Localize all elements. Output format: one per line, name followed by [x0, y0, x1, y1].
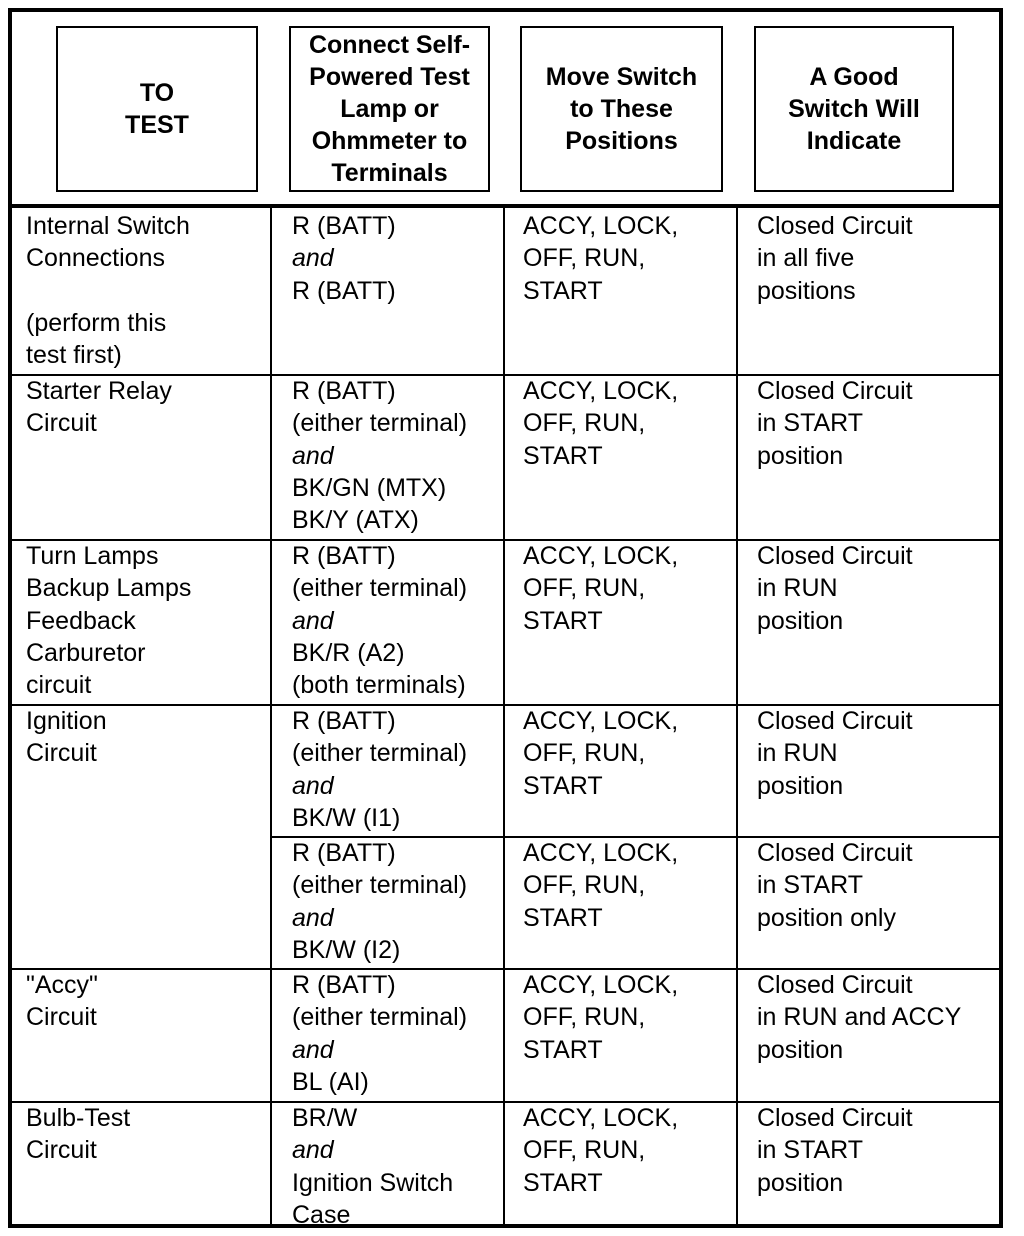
cell-line: R (BATT) — [292, 971, 396, 999]
header-to-test — [56, 26, 258, 192]
cell-line: position — [757, 771, 844, 800]
positions-cell — [523, 705, 678, 802]
cell-line: position only — [757, 903, 896, 932]
cell-line: OFF, RUN, — [523, 739, 646, 768]
cell-line: R (BATT) — [292, 707, 396, 735]
cell-line: R (BATT) — [292, 839, 396, 867]
cell-line: Circuit — [26, 409, 97, 438]
terminals-cell — [292, 540, 467, 701]
header-connect-label: Connect Self- Powered Test Lamp or Ohmmeter to Terminals — [308, 31, 471, 187]
cell-line: test first) — [26, 341, 122, 370]
cell-line: and — [292, 606, 334, 635]
cell-line: Circuit — [26, 1003, 97, 1032]
cell-line: ACCY, LOCK, — [523, 542, 679, 570]
cell-line: and — [292, 441, 334, 470]
result-cell — [757, 1102, 913, 1199]
cell-line: in all five — [757, 244, 855, 273]
result-cell — [757, 210, 913, 307]
cell-line: position — [757, 1168, 844, 1197]
cell-line: ACCY, LOCK, — [523, 1104, 679, 1132]
result-cell — [757, 705, 913, 802]
cell-line: and — [292, 1136, 334, 1165]
header-good-switch — [754, 26, 954, 192]
cell-line: Closed Circuit — [757, 839, 913, 867]
cell-line: (either terminal) — [292, 574, 468, 603]
header-good-switch-label: A Good Switch Will Indicate — [788, 63, 920, 155]
cell-line — [26, 275, 190, 307]
cell-line: Bulb-Test — [26, 1104, 131, 1132]
cell-line: Connections — [26, 244, 165, 273]
cell-line: Circuit — [26, 739, 97, 768]
cell-line: in START — [757, 1136, 864, 1165]
column-divider — [736, 208, 738, 1224]
cell-line: circuit — [26, 671, 92, 700]
cell-line: OFF, RUN, — [523, 1136, 646, 1165]
positions-cell — [523, 969, 678, 1066]
cell-line: ACCY, LOCK, — [523, 839, 679, 867]
to-test-cell — [26, 969, 98, 1034]
to-test-cell — [26, 1102, 130, 1167]
terminals-cell — [292, 837, 467, 966]
result-cell — [757, 969, 961, 1066]
column-divider — [270, 208, 272, 1224]
cell-line: Turn Lamps — [26, 542, 159, 570]
cell-line: START — [523, 606, 603, 635]
cell-line: OFF, RUN, — [523, 409, 646, 438]
positions-cell — [523, 375, 678, 472]
cell-line: in RUN — [757, 574, 838, 603]
cell-line: position — [757, 441, 844, 470]
result-cell — [757, 375, 913, 472]
cell-line: Carburetor — [26, 638, 146, 667]
terminals-cell — [292, 375, 467, 536]
cell-line: BK/GN (MTX) — [292, 473, 447, 502]
to-test-cell — [26, 540, 191, 701]
header-connect — [289, 26, 490, 192]
cell-line: and — [292, 244, 334, 273]
cell-line: Feedback — [26, 606, 136, 635]
result-cell — [757, 540, 913, 637]
positions-cell — [523, 837, 678, 934]
cell-line: (either terminal) — [292, 739, 468, 768]
positions-cell — [523, 1102, 678, 1199]
terminals-cell — [292, 210, 396, 307]
cell-line: BR/W — [292, 1104, 358, 1132]
test-table — [8, 8, 1003, 1228]
cell-line: OFF, RUN, — [523, 1003, 646, 1032]
cell-line: Closed Circuit — [757, 1104, 913, 1132]
cell-line: START — [523, 1168, 603, 1197]
cell-line: and — [292, 1035, 334, 1064]
cell-line: Ignition — [26, 707, 107, 735]
terminals-cell — [292, 969, 467, 1098]
cell-line: and — [292, 903, 334, 932]
to-test-cell — [26, 375, 172, 440]
header-move-switch-label: Move Switch to These Positions — [545, 63, 698, 155]
cell-line: positions — [757, 276, 856, 305]
header-to-test-label: TO TEST — [125, 79, 189, 139]
cell-line: BK/W (I1) — [292, 803, 401, 832]
header-move-switch — [520, 26, 723, 192]
cell-line: BK/Y (ATX) — [292, 506, 419, 535]
cell-line: (either terminal) — [292, 1003, 468, 1032]
column-divider — [503, 208, 505, 1224]
cell-line: in RUN and ACCY — [757, 1003, 962, 1032]
terminals-cell — [292, 1102, 453, 1231]
cell-line: R (BATT) — [292, 276, 396, 305]
cell-line: START — [523, 771, 603, 800]
to-test-cell — [26, 210, 190, 371]
cell-line: ACCY, LOCK, — [523, 377, 679, 405]
positions-cell — [523, 210, 678, 307]
cell-line: Starter Relay — [26, 377, 172, 405]
positions-cell — [523, 540, 678, 637]
cell-line: (either terminal) — [292, 409, 468, 438]
cell-line: Closed Circuit — [757, 707, 913, 735]
cell-line: in START — [757, 871, 864, 900]
cell-line: ACCY, LOCK, — [523, 212, 679, 240]
cell-line: Circuit — [26, 1136, 97, 1165]
cell-line: BL (AI) — [292, 1067, 369, 1096]
cell-line: Internal Switch — [26, 212, 190, 240]
cell-line: START — [523, 903, 603, 932]
cell-line: Case — [292, 1200, 351, 1229]
cell-line: Backup Lamps — [26, 574, 192, 603]
cell-line: Closed Circuit — [757, 212, 913, 240]
cell-line: START — [523, 276, 603, 305]
cell-line: (both terminals) — [292, 671, 466, 700]
cell-line: (perform this — [26, 308, 167, 337]
cell-line: ACCY, LOCK, — [523, 707, 679, 735]
header-divider — [12, 204, 999, 208]
cell-line: (either terminal) — [292, 871, 468, 900]
cell-line: R (BATT) — [292, 377, 396, 405]
cell-line: "Accy" — [26, 971, 98, 999]
cell-line: BK/R (A2) — [292, 638, 405, 667]
cell-line: Closed Circuit — [757, 377, 913, 405]
cell-line: OFF, RUN, — [523, 244, 646, 273]
cell-line: R (BATT) — [292, 542, 396, 570]
cell-line: Closed Circuit — [757, 971, 913, 999]
cell-line: START — [523, 441, 603, 470]
cell-line: START — [523, 1035, 603, 1064]
cell-line: R (BATT) — [292, 212, 396, 240]
cell-line: position — [757, 1035, 844, 1064]
cell-line: OFF, RUN, — [523, 574, 646, 603]
cell-line: Ignition Switch — [292, 1168, 454, 1197]
cell-line: in RUN — [757, 739, 838, 768]
cell-line: ACCY, LOCK, — [523, 971, 679, 999]
cell-line: and — [292, 771, 334, 800]
cell-line: Closed Circuit — [757, 542, 913, 570]
cell-line: in START — [757, 409, 864, 438]
terminals-cell — [292, 705, 467, 834]
cell-line: BK/W (I2) — [292, 935, 401, 964]
cell-line: OFF, RUN, — [523, 871, 646, 900]
result-cell — [757, 837, 913, 934]
cell-line: position — [757, 606, 844, 635]
to-test-cell — [26, 705, 107, 770]
